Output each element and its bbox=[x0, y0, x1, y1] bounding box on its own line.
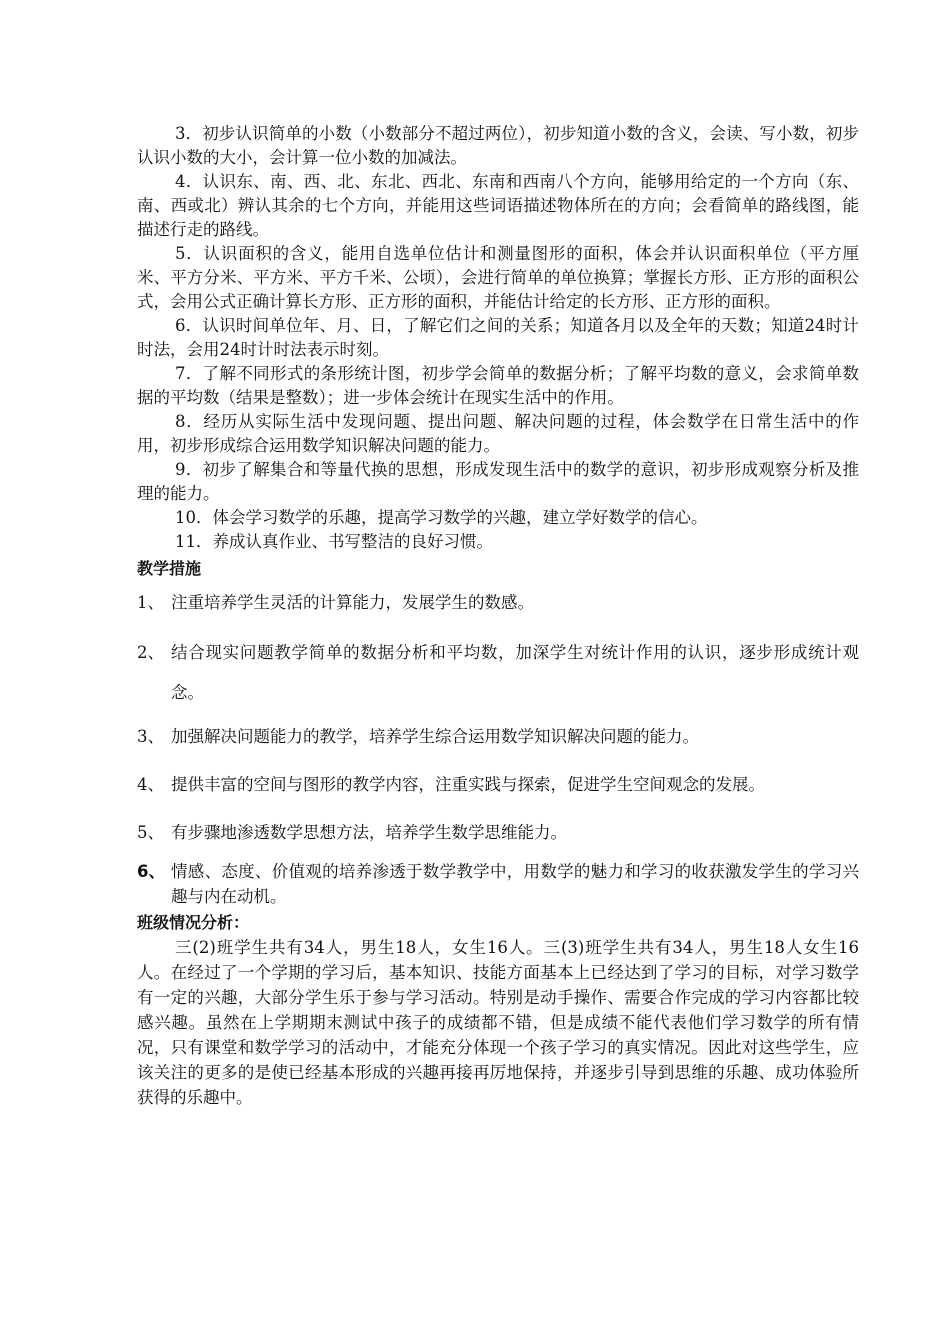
goal-item: 4．认识东、南、西、北、东北、西北、东南和西南八个方向，能够用给定的一个方向（东、南、西或北）辨认其余的七个方向，并能用这些词语描述物体所在的方向；会看简单的路线图，能描述行走的路线。 bbox=[137, 172, 859, 239]
analysis-heading: 班级情况分析： bbox=[137, 913, 250, 932]
measure-number: 3、 bbox=[137, 727, 164, 746]
goal-item: 11．养成认真作业、书写整洁的良好习惯。 bbox=[175, 532, 493, 551]
goal-item: 10．体会学习数学的乐趣，提高学习数学的兴趣，建立学好数学的信心。 bbox=[175, 508, 708, 527]
analysis-paragraph: 三(2)班学生共有34人，男生18人，女生16人。三(3)班学生共有34人，男生18人女生16人。在经过了一个学期的学习后，基本知识、技能方面基本上已经达到了学习的目标，对学习数学有一定的兴趣，大部分学生乐于参与学习活动。特别是动手操作、需要合作完成的学习内容都比较感兴趣。虽然在上学期期末测试中孩子的成绩都不错，但是成绩不能代表他们学习数学的所有情况，只有课堂和数学学习的活动中，才能充分体现一个孩子学习的真实情况。因此对这些学生，应该关注的更多的是使已经基本形成的兴趣再接再厉地保持，并逐步引导到思维的乐趣、成功体验所获得的乐趣中。 bbox=[137, 938, 859, 1107]
goal-item: 6．认识时间单位年、月、日，了解它们之间的关系；知道各月以及全年的天数；知道24时计时法，会用24时计时法表示时刻。 bbox=[137, 316, 859, 359]
goal-item: 3．初步认识简单的小数（小数部分不超过两位），初步知道小数的含义，会读、写小数，初步认识小数的大小，会计算一位小数的加减法。 bbox=[137, 124, 859, 167]
spacer bbox=[137, 755, 859, 767]
measure-number: 4、 bbox=[137, 775, 164, 794]
measure-text: 有步骤地渗透数学思想方法，培养学生数学思维能力。 bbox=[171, 823, 567, 842]
measure-item bbox=[137, 815, 859, 851]
document-content bbox=[137, 122, 859, 1110]
measure-item bbox=[137, 585, 859, 621]
measures-list bbox=[137, 585, 859, 909]
measures-heading: 教学措施 bbox=[137, 559, 202, 578]
measure-item bbox=[137, 719, 859, 755]
measure-text: 注重培养学生灵活的计算能力，发展学生的数感。 bbox=[171, 593, 534, 612]
measure-item bbox=[137, 767, 859, 803]
goal-item: 5．认识面积的含义，能用自选单位估计和测量图形的面积，体会并认识面积单位（平方厘米、平方分米、平方米、平方千米、公顷），会进行简单的单位换算；掌握长方形、正方形的面积公式，会用公式正确计算长方形、正方形的面积，并能估计给定的长方形、正方形的面积。 bbox=[137, 244, 859, 311]
goal-item: 9．初步了解集合和等量代换的思想，形成发现生活中的数学的意识，初步形成观察分析及推理的能力。 bbox=[137, 460, 859, 503]
goal-item: 7．了解不同形式的条形统计图，初步学会简单的数据分析；了解平均数的意义，会求简单数据的平均数（结果是整数）；进一步体会统计在现实生活中的作用。 bbox=[137, 364, 859, 407]
measure-number: 5、 bbox=[137, 823, 164, 842]
spacer bbox=[137, 621, 859, 633]
measure-number: 1、 bbox=[137, 593, 164, 612]
measure-text: 加强解决问题能力的教学，培养学生综合运用数学知识解决问题的能力。 bbox=[171, 727, 699, 746]
measure-item bbox=[137, 859, 859, 909]
measure-text: 提供丰富的空间与图形的教学内容，注重实践与探索，促进学生空间观念的发展。 bbox=[171, 775, 765, 794]
measure-item bbox=[137, 633, 859, 713]
spacer bbox=[137, 803, 859, 815]
measure-number: 6、 bbox=[137, 862, 165, 881]
measure-number: 2、 bbox=[137, 643, 164, 662]
measure-text: 结合现实问题教学简单的数据分析和平均数，加深学生对统计作用的认识，逐步形成统计观念。 bbox=[171, 643, 859, 702]
goal-item: 8．经历从实际生活中发现问题、提出问题、解决问题的过程，体会数学在日常生活中的作用，初步形成综合运用数学知识解决问题的能力。 bbox=[137, 412, 859, 455]
measure-text: 情感、态度、价值观的培养渗透于数学教学中，用数学的魅力和学习的收获激发学生的学习兴趣与内在动机。 bbox=[171, 862, 859, 906]
